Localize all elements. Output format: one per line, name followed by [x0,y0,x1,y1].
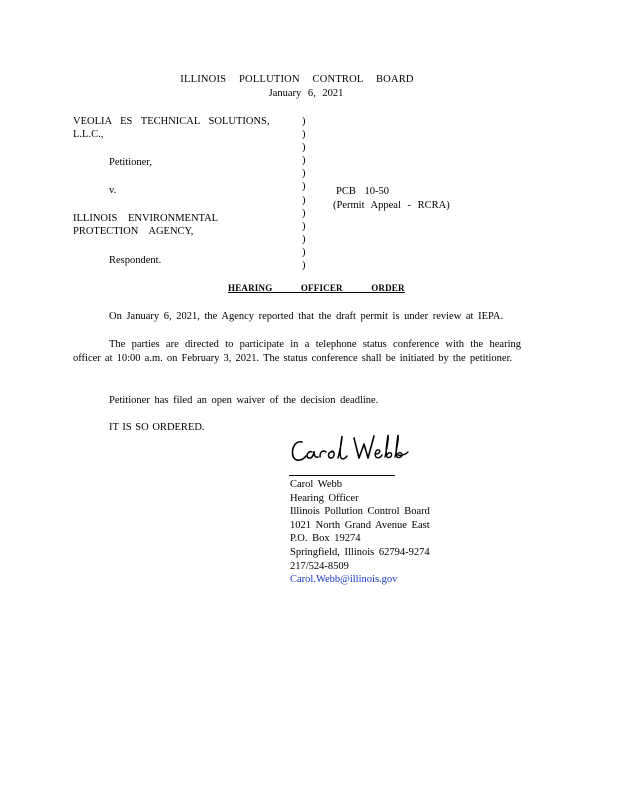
caption-paren: ) [302,129,306,141]
signature-block [290,478,430,587]
signer-title: Hearing Officer [290,492,359,504]
caption-paren: ) [302,181,306,193]
case-caption [73,115,513,270]
petitioner-role: Petitioner, [109,157,153,168]
case-number: PCB 10-50 [336,186,389,197]
petitioner-name-line1: VEOLIA ES TECHNICAL SOLUTIONS, [73,116,270,127]
versus-label: v. [109,185,117,196]
order-paragraph-2: The parties are directed to participate in a telephone status conference with the hearing officer at 10:00 a.m. on February 3, 2021. The status conference shall be initiated by the petitioner. [73,339,521,364]
caption-paren: ) [302,116,306,127]
caption-paren: ) [302,194,306,206]
respondent-role: Respondent. [109,255,162,266]
respondent-name-line2: PROTECTION AGENCY, [73,226,194,237]
signer-name: Carol Webb [290,479,342,490]
order-heading: HEARING OFFICER ORDER [228,283,405,293]
phone-number: 217/524-8509 [290,560,349,572]
caption-paren: ) [302,155,306,167]
address-line-2: P.O. Box 19274 [290,533,361,545]
caption-paren: ) [302,220,306,232]
board-title: ILLINOIS POLLUTION CONTROL BOARD [180,74,414,85]
case-type: (Permit Appeal - RCRA) [333,200,450,211]
address-line-3: Springfield, Illinois 62794-9274 [290,546,430,558]
caption-parentheses [302,115,312,272]
caption-paren: ) [302,233,306,245]
case-info [333,185,450,213]
order-paragraph-1: On January 6, 2021, the Agency reported that the draft permit is under review at IEPA. [109,311,504,322]
handwritten-signature [288,430,413,470]
caption-paren: ) [302,168,306,180]
order-paragraph-3: Petitioner has filed an open waiver of the decision deadline. [109,395,379,406]
caption-paren: ) [302,142,306,154]
address-line-1: 1021 North Grand Avenue East [290,519,430,531]
petitioner-name-line2: L.L.C., [73,129,104,140]
order-date: January 6, 2021 [268,88,344,99]
caption-paren: ) [302,207,306,219]
respondent-name-line1: ILLINOIS ENVIRONMENTAL [73,213,219,224]
caption-paren: ) [302,260,306,272]
signature-line [289,475,395,476]
email-link[interactable]: Carol.Webb@illinois.gov [290,574,398,586]
caption-paren: ) [302,246,306,258]
order-closing: IT IS SO ORDERED. [109,422,205,433]
signer-organization: Illinois Pollution Control Board [290,506,430,518]
